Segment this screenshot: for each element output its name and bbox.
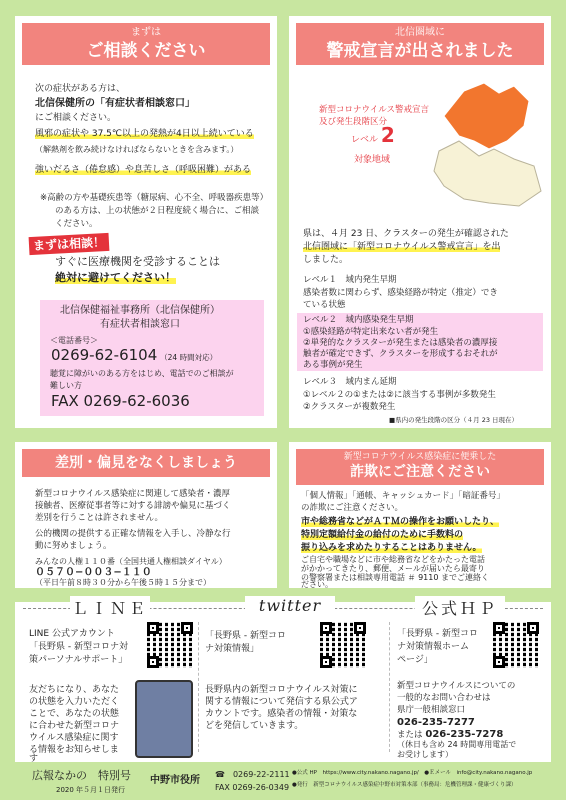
elderly-note-3: ください。: [55, 219, 98, 229]
fraud-warning-3: [301, 542, 482, 555]
elderly-note-1: ※高齢の方や基礎疾患等（糖尿病、心不全、呼吸器疾患等）: [40, 193, 269, 203]
human-rights-hours: （平日午前８時３０分から午後５時１５分まで）: [35, 578, 211, 587]
footer: [0, 764, 566, 800]
line-desc-2: の状態を入力いただく: [29, 697, 120, 707]
line-section-title: ＬＩＮＥ: [70, 596, 150, 619]
fax-number[interactable]: FAX 0269-62-6036: [51, 392, 190, 410]
avoid-line-2: [55, 270, 176, 285]
footer-hp-email[interactable]: ●公式 HP https://www.city.nakano.nagano.jp/ ●Ｅメール info@city.nakano.nagano.jp: [292, 770, 533, 776]
twitter-account-1: 「長野県 - 新型コロ: [205, 631, 286, 641]
line-account-3: 策パーソナルサポート」: [29, 655, 128, 665]
footer-publication: 広報なかの 特別号: [32, 769, 131, 782]
consult-header-small: まずは: [131, 27, 161, 38]
level2-desc-c: 触者が確定できず、クラスターを形成するおそれが: [303, 349, 498, 359]
line-desc-4: に合わせた新型コロナ: [29, 721, 120, 731]
level2-desc-b: ②単発的なクラスターが発生または感染者の濃厚接: [303, 338, 498, 348]
symptom-2: [35, 164, 251, 177]
footer-date: 2020 年５月１日発行: [56, 786, 126, 794]
level3-desc-a: ①レベル２の①または②に該当する事例が多数発生: [303, 390, 496, 400]
line-desc-7: す: [29, 754, 39, 764]
symptom-1-text: 風邪の症状や 37.5℃以上の発熱が4日以上続いている: [35, 129, 254, 139]
fraud-text-4: がかかってきたり、郵便、メールが届いたら最寄り: [301, 564, 485, 573]
twitter-desc-3: カウントです。感染者の情報・対策な: [205, 709, 358, 719]
fraud-text-5: の警察署または相談専用電話 ＃ 9110 までご連絡く: [301, 573, 489, 582]
map-label-1: 新型コロナウイルス警戒宣言: [319, 105, 429, 115]
line-account-1: LINE 公式アカウント: [29, 629, 115, 639]
hp-tel-1[interactable]: 026-235-7277: [397, 717, 475, 728]
consult-panel: [15, 16, 277, 428]
level2-title: レベル２ 域内感染発生早期: [303, 315, 414, 325]
tel-label: ＜電話番号＞: [50, 336, 98, 345]
hp-qr-code[interactable]: [493, 622, 539, 668]
footer-city: 中野市役所: [150, 775, 200, 786]
alert-header: [296, 23, 544, 65]
fraud-warning-1: [301, 516, 499, 529]
office-name-1: 北信保健福祉事務所（北信保健所）: [60, 305, 220, 316]
twitter-section-title: twitter: [245, 596, 335, 615]
fraud-warning-3-text: 振り込みを求めたりすることはありません。: [301, 543, 482, 553]
tel-number[interactable]: 0269-62-6104: [51, 346, 158, 364]
level1-desc-b: ている状態: [303, 300, 346, 310]
symptom-1-note: （解熱剤を飲み続けなければならないときを含みます。）: [35, 145, 239, 154]
consult-first-badge: まずは相談！: [29, 233, 110, 255]
hp-desc-1: 新型コロナウイルスについての: [397, 681, 516, 691]
fraud-header-title: 詐欺にご注意ください: [350, 464, 490, 480]
alert-header-title: 警戒宣言が出されました: [326, 41, 514, 61]
line-desc-1: 友だちになり、あなた: [29, 685, 120, 695]
consult-header-title: ご相談ください: [86, 41, 206, 61]
hp-account-1: 「長野県 - 新型コロ: [397, 629, 478, 639]
level1-desc-a: 感染者数に関わらず、感染経路が特定（推定）でき: [303, 288, 498, 298]
twitter-account-2: ナ対策情報」: [205, 644, 260, 654]
consult-intro-3: にご相談ください。: [35, 113, 117, 123]
level1-title: レベル１ 域内発生早期: [303, 275, 397, 285]
hearing-note-1: 聴覚に障がいのある方をはじめ、電話でのご相談が: [50, 369, 234, 378]
line-qr-code[interactable]: [147, 622, 193, 668]
avoid-line-1: すぐに医療機関を受診することは: [55, 255, 220, 268]
map-level-prefix: レベル: [351, 135, 379, 145]
line-desc-6: る情報をお知らせしま: [29, 745, 119, 755]
fraud-text-6: ださい。: [301, 580, 333, 589]
discrim-text-4: 公的機関の提供する正確な情報を入手し、冷静な行: [35, 529, 231, 539]
alert-text-2: [303, 241, 500, 254]
hp-desc-4: （休日も含め 24 時間専用電話で: [397, 740, 517, 749]
map-level: [351, 123, 395, 147]
twitter-desc-1: 長野県内の新型コロナウイルス対策に: [205, 685, 358, 695]
region-map: [419, 71, 547, 211]
vertical-divider-1: [198, 622, 199, 752]
symptom-2-text: 強いだるさ（倦怠感）や息苦しさ（呼吸困難）がある: [35, 165, 252, 175]
discrim-text-2: 接触者、医療従事者等に対する誹謗や偏見に基づく: [35, 501, 231, 511]
level3-desc-b: ②クラスターが複数発生: [303, 402, 396, 412]
twitter-desc-2: 関する情報について発信する県公式ア: [205, 697, 358, 707]
map-level-area: 対象地域: [354, 155, 391, 165]
level2-desc-a: ①感染経路が特定出来ない者が発生: [303, 327, 439, 337]
map-label-2: 及び発生段階区分: [319, 117, 388, 127]
line-account-2: 「長野県 - 新型コロナ対: [29, 642, 128, 652]
sns-panel: [15, 596, 551, 764]
fraud-panel: [289, 442, 551, 588]
region-map-outline: [434, 141, 541, 206]
alert-text-2-span: 北信圏域に「新型コロナウイルス警戒宣言」を出: [303, 242, 501, 252]
level-caption: ■県内の発生段階の区分（４月 23 日現在）: [389, 416, 519, 424]
vertical-divider-2: [389, 622, 390, 752]
alert-text-3: しました。: [303, 255, 349, 265]
avoid-line-2-text: 絶対に避けてください！: [55, 271, 176, 284]
hearing-note-2: 難しい方: [50, 381, 82, 390]
tel-note: （24 時間対応）: [160, 353, 218, 362]
discrim-text-6: みんなの人権１１０番（全国共通人権相談ダイヤル）: [35, 557, 227, 566]
footer-issuer: ●発行 新型コロナウイルス感染症中野市対策本部（事務局：危機管理課・健康づくり課）: [292, 782, 517, 788]
hp-section-title: 公式ＨＰ: [415, 596, 505, 619]
discrimination-header-title: 差別・偏見をなくしましょう: [55, 455, 237, 471]
fraud-header-small: 新型コロナウイルス感染症に便乗した: [343, 452, 497, 462]
twitter-desc-4: どを発信していきます。: [205, 721, 304, 731]
region-map-level2: [444, 83, 529, 149]
hp-or: または: [397, 730, 423, 740]
fraud-warning-1-text: 市や総務省などがＡＴＭの操作をお願いしたり、: [301, 517, 500, 527]
fraud-text-2: の詐欺にご注意ください。: [301, 503, 404, 513]
fraud-warning-2-text: 特別定額給付金の給付のために手数料の: [301, 530, 464, 540]
line-desc-3: ことで、あなたの状態: [29, 709, 119, 719]
hp-desc-5: お受けします）: [397, 750, 453, 759]
office-name-2: 有症状者相談窓口: [100, 319, 180, 330]
alert-text-1: 県は、４月 23 日、クラスターの発生が確認された: [303, 229, 509, 239]
tel-line: [51, 346, 217, 365]
consult-intro-2: 北信保健所の「有症状者相談窓口」: [35, 98, 195, 109]
hp-tel-2[interactable]: 026-235-7278: [425, 729, 504, 740]
discrimination-panel: [15, 442, 277, 588]
human-rights-tel[interactable]: ０５７０−００３−１１０: [35, 567, 152, 578]
twitter-qr-code[interactable]: [320, 622, 366, 668]
consult-header: [22, 23, 270, 65]
alert-header-small: 北信圏域に: [395, 27, 445, 38]
consult-intro-1: 次の症状がある方は、: [35, 84, 126, 94]
fraud-header: [296, 449, 544, 485]
discrim-text-3: 差別を行うことは許されません。: [35, 513, 164, 523]
hp-desc-2: 一般的なお問い合わせは: [397, 693, 491, 703]
level2-desc-d: ある事例が発生: [303, 360, 363, 370]
level3-title: レベル３ 域内まん延期: [303, 377, 397, 387]
footer-tel[interactable]: ☎ 0269-22-2111: [215, 770, 290, 779]
fraud-text-3: ご自宅や職場などに市や総務省などをかたった電話: [301, 555, 485, 564]
footer-fax: FAX 0269-26-0349: [215, 783, 290, 792]
discrim-text-5: 動に努めましょう。: [35, 541, 112, 551]
alert-panel: [289, 16, 551, 428]
discrim-text-1: 新型コロナウイルス感染症に関連して感染者・濃厚: [35, 489, 230, 499]
symptom-1: [35, 128, 275, 141]
hp-account-2: ナ対策情報ホーム: [397, 642, 470, 652]
discrimination-header: [22, 449, 270, 477]
hp-desc-3: 県庁一般相談窓口: [397, 705, 466, 715]
fraud-text-1: 「個人情報」「通帳、キャッシュカード」「暗証番号」: [301, 491, 505, 501]
fraud-warning-2: [301, 529, 463, 542]
line-desc-5: ウイルス感染症に関す: [29, 733, 119, 743]
line-phone-screenshot: [135, 680, 193, 758]
hp-account-3: ページ」: [397, 655, 433, 665]
map-level-number: 2: [380, 123, 395, 147]
elderly-note-2: のある方は、上の状態が２日程度続く場合に、ご相談: [55, 206, 260, 216]
